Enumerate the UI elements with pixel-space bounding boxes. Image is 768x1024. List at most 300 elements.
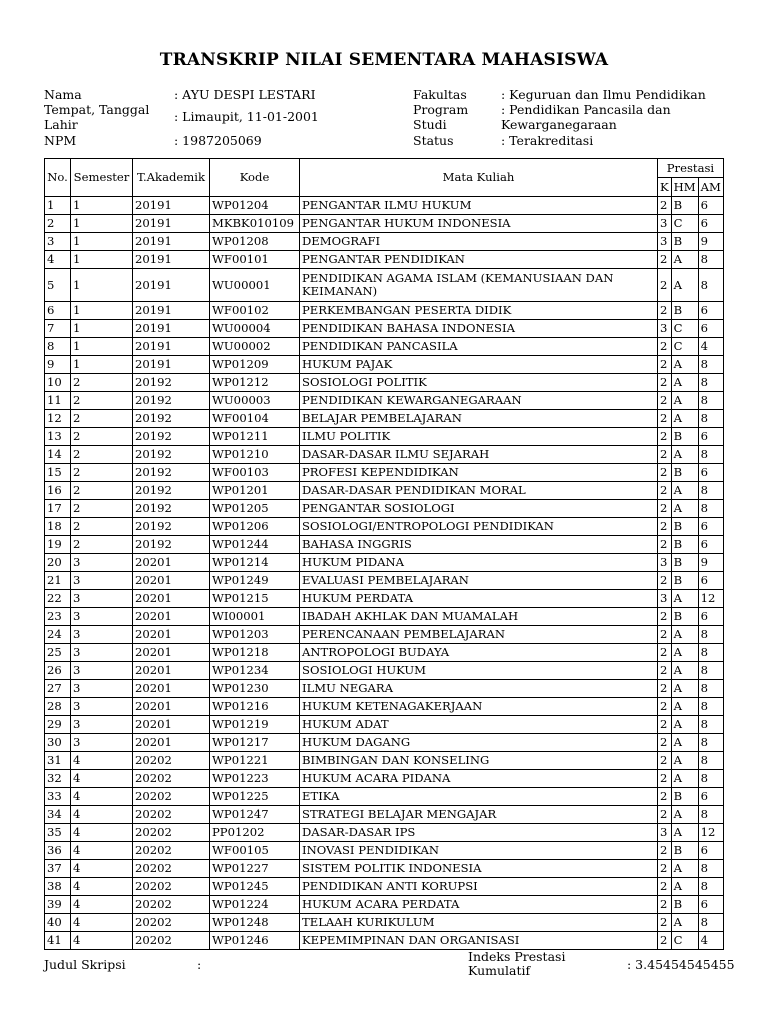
cell-matakuliah: DASAR-DASAR ILMU SEJARAH <box>300 446 658 464</box>
cell-am: 9 <box>698 554 723 572</box>
cell-no: 32 <box>45 770 71 788</box>
ttl-value: : Limaupit, 11-01-2001 <box>174 109 319 124</box>
cell-am: 8 <box>698 392 723 410</box>
cell-semester: 2 <box>71 410 133 428</box>
cell-no: 11 <box>45 392 71 410</box>
table-row <box>45 824 724 842</box>
cell-takademik: 20191 <box>133 269 210 302</box>
cell-takademik: 20201 <box>133 662 210 680</box>
cell-matakuliah: SOSIOLOGI HUKUM <box>300 662 658 680</box>
cell-no: 7 <box>45 320 71 338</box>
cell-kode: WP01224 <box>210 896 300 914</box>
table-row <box>45 878 724 896</box>
cell-kode: WP01216 <box>210 698 300 716</box>
cell-hm: A <box>671 392 698 410</box>
cell-am: 8 <box>698 356 723 374</box>
cell-matakuliah: PENGANTAR HUKUM INDONESIA <box>300 215 658 233</box>
cell-matakuliah: SOSIOLOGI POLITIK <box>300 374 658 392</box>
nama-value: : AYU DESPI LESTARI <box>174 87 316 102</box>
cell-semester: 1 <box>71 338 133 356</box>
cell-kode: WP01210 <box>210 446 300 464</box>
cell-k: 2 <box>658 338 672 356</box>
cell-matakuliah: HUKUM PIDANA <box>300 554 658 572</box>
cell-no: 35 <box>45 824 71 842</box>
cell-hm: A <box>671 446 698 464</box>
grades-table <box>44 158 724 950</box>
cell-kode: WF00101 <box>210 251 300 269</box>
student-info-left <box>44 87 374 151</box>
header-am: AM <box>698 178 723 197</box>
ipk-value: : 3.45454545455 <box>627 957 735 972</box>
cell-takademik: 20201 <box>133 644 210 662</box>
cell-semester: 1 <box>71 251 133 269</box>
cell-no: 17 <box>45 500 71 518</box>
cell-semester: 1 <box>71 320 133 338</box>
cell-k: 2 <box>658 428 672 446</box>
cell-am: 6 <box>698 572 723 590</box>
cell-matakuliah: PENDIDIKAN PANCASILA <box>300 338 658 356</box>
cell-hm: B <box>671 302 698 320</box>
cell-am: 4 <box>698 932 723 950</box>
cell-matakuliah: HUKUM ACARA PERDATA <box>300 896 658 914</box>
cell-no: 6 <box>45 302 71 320</box>
program-value-line2: Kewarganegaraan <box>501 117 617 132</box>
cell-takademik: 20202 <box>133 896 210 914</box>
cell-k: 2 <box>658 860 672 878</box>
cell-takademik: 20191 <box>133 233 210 251</box>
cell-no: 2 <box>45 215 71 233</box>
cell-am: 8 <box>698 446 723 464</box>
cell-k: 2 <box>658 197 672 215</box>
table-row <box>45 374 724 392</box>
table-row <box>45 662 724 680</box>
cell-semester: 4 <box>71 914 133 932</box>
table-row <box>45 233 724 251</box>
cell-am: 9 <box>698 233 723 251</box>
cell-takademik: 20192 <box>133 446 210 464</box>
cell-matakuliah: HUKUM PERDATA <box>300 590 658 608</box>
cell-k: 2 <box>658 251 672 269</box>
cell-no: 37 <box>45 860 71 878</box>
cell-semester: 1 <box>71 356 133 374</box>
cell-kode: WP01214 <box>210 554 300 572</box>
cell-semester: 4 <box>71 842 133 860</box>
cell-takademik: 20191 <box>133 356 210 374</box>
cell-kode: WP01223 <box>210 770 300 788</box>
cell-no: 26 <box>45 662 71 680</box>
program-value: : Pendidikan Pancasila dan <box>501 102 671 117</box>
cell-k: 2 <box>658 644 672 662</box>
ttl-label: Tempat, Tanggal <box>44 102 150 117</box>
cell-hm: B <box>671 554 698 572</box>
cell-semester: 3 <box>71 626 133 644</box>
cell-matakuliah: HUKUM KETENAGAKERJAAN <box>300 698 658 716</box>
header-kode: Kode <box>210 159 300 197</box>
cell-kode: WI00001 <box>210 608 300 626</box>
cell-semester: 4 <box>71 788 133 806</box>
cell-hm: B <box>671 536 698 554</box>
cell-hm: A <box>671 716 698 734</box>
cell-semester: 1 <box>71 215 133 233</box>
cell-k: 2 <box>658 788 672 806</box>
cell-matakuliah: ILMU POLITIK <box>300 428 658 446</box>
cell-no: 18 <box>45 518 71 536</box>
cell-semester: 3 <box>71 572 133 590</box>
cell-k: 2 <box>658 410 672 428</box>
cell-hm: A <box>671 698 698 716</box>
cell-am: 6 <box>698 215 723 233</box>
cell-no: 13 <box>45 428 71 446</box>
cell-k: 2 <box>658 482 672 500</box>
table-row <box>45 644 724 662</box>
grades-table-body <box>45 197 724 950</box>
cell-matakuliah: HUKUM DAGANG <box>300 734 658 752</box>
table-row <box>45 770 724 788</box>
cell-am: 8 <box>698 482 723 500</box>
cell-kode: WP01244 <box>210 536 300 554</box>
cell-matakuliah: STRATEGI BELAJAR MENGAJAR <box>300 806 658 824</box>
cell-matakuliah: DASAR-DASAR PENDIDIKAN MORAL <box>300 482 658 500</box>
cell-k: 3 <box>658 554 672 572</box>
table-row <box>45 860 724 878</box>
cell-kode: WP01208 <box>210 233 300 251</box>
cell-takademik: 20201 <box>133 554 210 572</box>
cell-takademik: 20201 <box>133 734 210 752</box>
cell-hm: B <box>671 608 698 626</box>
cell-am: 12 <box>698 590 723 608</box>
cell-kode: WP01247 <box>210 806 300 824</box>
cell-matakuliah: DEMOGRAFI <box>300 233 658 251</box>
cell-am: 6 <box>698 536 723 554</box>
cell-k: 2 <box>658 770 672 788</box>
cell-k: 2 <box>658 374 672 392</box>
cell-matakuliah: BIMBINGAN DAN KONSELING <box>300 752 658 770</box>
cell-no: 1 <box>45 197 71 215</box>
cell-takademik: 20192 <box>133 500 210 518</box>
table-row <box>45 338 724 356</box>
cell-no: 27 <box>45 680 71 698</box>
cell-k: 2 <box>658 392 672 410</box>
cell-am: 6 <box>698 320 723 338</box>
cell-takademik: 20201 <box>133 716 210 734</box>
cell-hm: B <box>671 428 698 446</box>
cell-hm: A <box>671 269 698 302</box>
student-info-right <box>413 87 743 151</box>
cell-no: 8 <box>45 338 71 356</box>
cell-k: 2 <box>658 806 672 824</box>
ttl-label-line2: Lahir <box>44 117 78 132</box>
cell-matakuliah: HUKUM PAJAK <box>300 356 658 374</box>
cell-no: 38 <box>45 878 71 896</box>
cell-hm: B <box>671 464 698 482</box>
cell-matakuliah: PENDIDIKAN ANTI KORUPSI <box>300 878 658 896</box>
cell-kode: PP01202 <box>210 824 300 842</box>
cell-k: 2 <box>658 356 672 374</box>
cell-hm: B <box>671 896 698 914</box>
cell-k: 3 <box>658 824 672 842</box>
cell-semester: 1 <box>71 302 133 320</box>
cell-k: 2 <box>658 518 672 536</box>
ipk-label-line2: Kumulatif <box>468 963 531 978</box>
cell-takademik: 20192 <box>133 518 210 536</box>
cell-kode: WP01225 <box>210 788 300 806</box>
table-row <box>45 554 724 572</box>
cell-am: 8 <box>698 878 723 896</box>
cell-semester: 4 <box>71 932 133 950</box>
cell-matakuliah: DASAR-DASAR IPS <box>300 824 658 842</box>
cell-no: 29 <box>45 716 71 734</box>
cell-semester: 2 <box>71 446 133 464</box>
program-label-line2: Studi <box>413 117 447 132</box>
cell-k: 2 <box>658 680 672 698</box>
cell-hm: A <box>671 374 698 392</box>
table-row <box>45 716 724 734</box>
cell-am: 6 <box>698 197 723 215</box>
cell-matakuliah: BAHASA INGGRIS <box>300 536 658 554</box>
cell-hm: A <box>671 626 698 644</box>
cell-hm: C <box>671 215 698 233</box>
cell-matakuliah: PENDIDIKAN BAHASA INDONESIA <box>300 320 658 338</box>
cell-hm: B <box>671 572 698 590</box>
cell-semester: 4 <box>71 860 133 878</box>
cell-no: 34 <box>45 806 71 824</box>
cell-hm: B <box>671 518 698 536</box>
ipk-label: Indeks Prestasi <box>468 949 566 964</box>
cell-kode: WP01218 <box>210 644 300 662</box>
cell-matakuliah: PERENCANAAN PEMBELAJARAN <box>300 626 658 644</box>
npm-label: NPM <box>44 133 77 148</box>
cell-semester: 3 <box>71 554 133 572</box>
table-row <box>45 482 724 500</box>
nama-label: Nama <box>44 87 82 102</box>
cell-takademik: 20192 <box>133 428 210 446</box>
cell-kode: WU00002 <box>210 338 300 356</box>
cell-semester: 3 <box>71 680 133 698</box>
cell-hm: C <box>671 338 698 356</box>
cell-kode: WP01212 <box>210 374 300 392</box>
cell-hm: A <box>671 914 698 932</box>
cell-am: 6 <box>698 464 723 482</box>
cell-no: 5 <box>45 269 71 302</box>
cell-semester: 2 <box>71 482 133 500</box>
table-row <box>45 752 724 770</box>
cell-matakuliah: ETIKA <box>300 788 658 806</box>
table-row <box>45 806 724 824</box>
cell-am: 6 <box>698 788 723 806</box>
cell-semester: 2 <box>71 518 133 536</box>
cell-no: 39 <box>45 896 71 914</box>
cell-k: 2 <box>658 302 672 320</box>
cell-kode: WP01245 <box>210 878 300 896</box>
cell-no: 40 <box>45 914 71 932</box>
cell-matakuliah: INOVASI PENDIDIKAN <box>300 842 658 860</box>
cell-kode: WP01211 <box>210 428 300 446</box>
cell-k: 2 <box>658 608 672 626</box>
cell-k: 2 <box>658 698 672 716</box>
cell-semester: 2 <box>71 500 133 518</box>
cell-am: 8 <box>698 698 723 716</box>
cell-kode: WF00103 <box>210 464 300 482</box>
cell-am: 8 <box>698 626 723 644</box>
cell-semester: 4 <box>71 752 133 770</box>
cell-semester: 3 <box>71 698 133 716</box>
cell-takademik: 20192 <box>133 392 210 410</box>
cell-hm: C <box>671 932 698 950</box>
cell-kode: WP01221 <box>210 752 300 770</box>
cell-am: 8 <box>698 662 723 680</box>
cell-takademik: 20202 <box>133 842 210 860</box>
cell-semester: 3 <box>71 590 133 608</box>
cell-k: 2 <box>658 572 672 590</box>
cell-k: 2 <box>658 662 672 680</box>
cell-no: 28 <box>45 698 71 716</box>
cell-hm: A <box>671 860 698 878</box>
header-hm: HM <box>671 178 698 197</box>
cell-hm: A <box>671 410 698 428</box>
cell-kode: WP01230 <box>210 680 300 698</box>
cell-hm: A <box>671 500 698 518</box>
cell-takademik: 20202 <box>133 824 210 842</box>
cell-hm: A <box>671 251 698 269</box>
cell-semester: 2 <box>71 374 133 392</box>
cell-semester: 1 <box>71 197 133 215</box>
table-row <box>45 302 724 320</box>
cell-kode: WP01201 <box>210 482 300 500</box>
cell-k: 2 <box>658 500 672 518</box>
cell-kode: WP01215 <box>210 590 300 608</box>
cell-takademik: 20202 <box>133 860 210 878</box>
cell-matakuliah: SOSIOLOGI/ENTROPOLOGI PENDIDIKAN <box>300 518 658 536</box>
table-row <box>45 215 724 233</box>
table-row <box>45 536 724 554</box>
table-row <box>45 500 724 518</box>
cell-hm: B <box>671 788 698 806</box>
cell-k: 2 <box>658 752 672 770</box>
cell-takademik: 20191 <box>133 197 210 215</box>
cell-hm: A <box>671 356 698 374</box>
judul-skripsi-colon: : <box>197 957 202 972</box>
table-row <box>45 896 724 914</box>
cell-no: 9 <box>45 356 71 374</box>
cell-am: 6 <box>698 896 723 914</box>
cell-matakuliah: IBADAH AKHLAK DAN MUAMALAH <box>300 608 658 626</box>
cell-k: 2 <box>658 914 672 932</box>
cell-no: 3 <box>45 233 71 251</box>
table-row <box>45 392 724 410</box>
cell-semester: 1 <box>71 269 133 302</box>
table-row <box>45 197 724 215</box>
cell-am: 8 <box>698 410 723 428</box>
cell-matakuliah: HUKUM ACARA PIDANA <box>300 770 658 788</box>
cell-am: 8 <box>698 644 723 662</box>
cell-no: 30 <box>45 734 71 752</box>
table-row <box>45 680 724 698</box>
header-semester: Semester <box>71 159 133 197</box>
cell-hm: A <box>671 878 698 896</box>
cell-no: 23 <box>45 608 71 626</box>
cell-am: 8 <box>698 500 723 518</box>
table-row <box>45 428 724 446</box>
table-row <box>45 269 724 302</box>
table-row <box>45 932 724 950</box>
cell-k: 2 <box>658 626 672 644</box>
cell-takademik: 20191 <box>133 338 210 356</box>
cell-no: 22 <box>45 590 71 608</box>
cell-semester: 3 <box>71 644 133 662</box>
cell-no: 20 <box>45 554 71 572</box>
cell-no: 21 <box>45 572 71 590</box>
judul-skripsi-label: Judul Skripsi <box>44 957 126 972</box>
cell-kode: WP01203 <box>210 626 300 644</box>
cell-matakuliah: PENGANTAR SOSIOLOGI <box>300 500 658 518</box>
cell-am: 8 <box>698 734 723 752</box>
table-row <box>45 842 724 860</box>
cell-k: 2 <box>658 269 672 302</box>
cell-am: 6 <box>698 428 723 446</box>
table-row <box>45 734 724 752</box>
cell-hm: B <box>671 233 698 251</box>
cell-k: 2 <box>658 932 672 950</box>
cell-am: 6 <box>698 302 723 320</box>
cell-k: 2 <box>658 842 672 860</box>
cell-semester: 4 <box>71 896 133 914</box>
cell-takademik: 20192 <box>133 410 210 428</box>
cell-hm: A <box>671 590 698 608</box>
table-row <box>45 251 724 269</box>
cell-semester: 4 <box>71 824 133 842</box>
cell-takademik: 20201 <box>133 590 210 608</box>
header-no: No. <box>45 159 71 197</box>
table-row <box>45 356 724 374</box>
program-label: Program <box>413 102 469 117</box>
table-row <box>45 410 724 428</box>
cell-hm: A <box>671 824 698 842</box>
cell-kode: WF00105 <box>210 842 300 860</box>
cell-no: 25 <box>45 644 71 662</box>
cell-k: 2 <box>658 536 672 554</box>
cell-kode: MKBK010109 <box>210 215 300 233</box>
table-row <box>45 590 724 608</box>
cell-takademik: 20191 <box>133 320 210 338</box>
cell-matakuliah: BELAJAR PEMBELAJARAN <box>300 410 658 428</box>
table-row <box>45 788 724 806</box>
cell-hm: A <box>671 770 698 788</box>
cell-no: 14 <box>45 446 71 464</box>
page-title: TRANSKRIP NILAI SEMENTARA MAHASISWA <box>159 50 609 70</box>
cell-hm: C <box>671 320 698 338</box>
cell-am: 4 <box>698 338 723 356</box>
cell-semester: 3 <box>71 716 133 734</box>
cell-am: 6 <box>698 518 723 536</box>
header-takademik: T.Akademik <box>133 159 210 197</box>
cell-matakuliah: PENDIDIKAN KEWARGANEGARAAN <box>300 392 658 410</box>
cell-no: 12 <box>45 410 71 428</box>
cell-takademik: 20192 <box>133 482 210 500</box>
cell-hm: A <box>671 734 698 752</box>
table-row <box>45 320 724 338</box>
cell-semester: 4 <box>71 770 133 788</box>
table-row <box>45 626 724 644</box>
table-row <box>45 464 724 482</box>
cell-am: 8 <box>698 770 723 788</box>
cell-no: 16 <box>45 482 71 500</box>
cell-kode: WU00001 <box>210 269 300 302</box>
cell-am: 8 <box>698 374 723 392</box>
cell-takademik: 20201 <box>133 626 210 644</box>
cell-no: 10 <box>45 374 71 392</box>
cell-takademik: 20202 <box>133 932 210 950</box>
status-label: Status <box>413 133 454 148</box>
